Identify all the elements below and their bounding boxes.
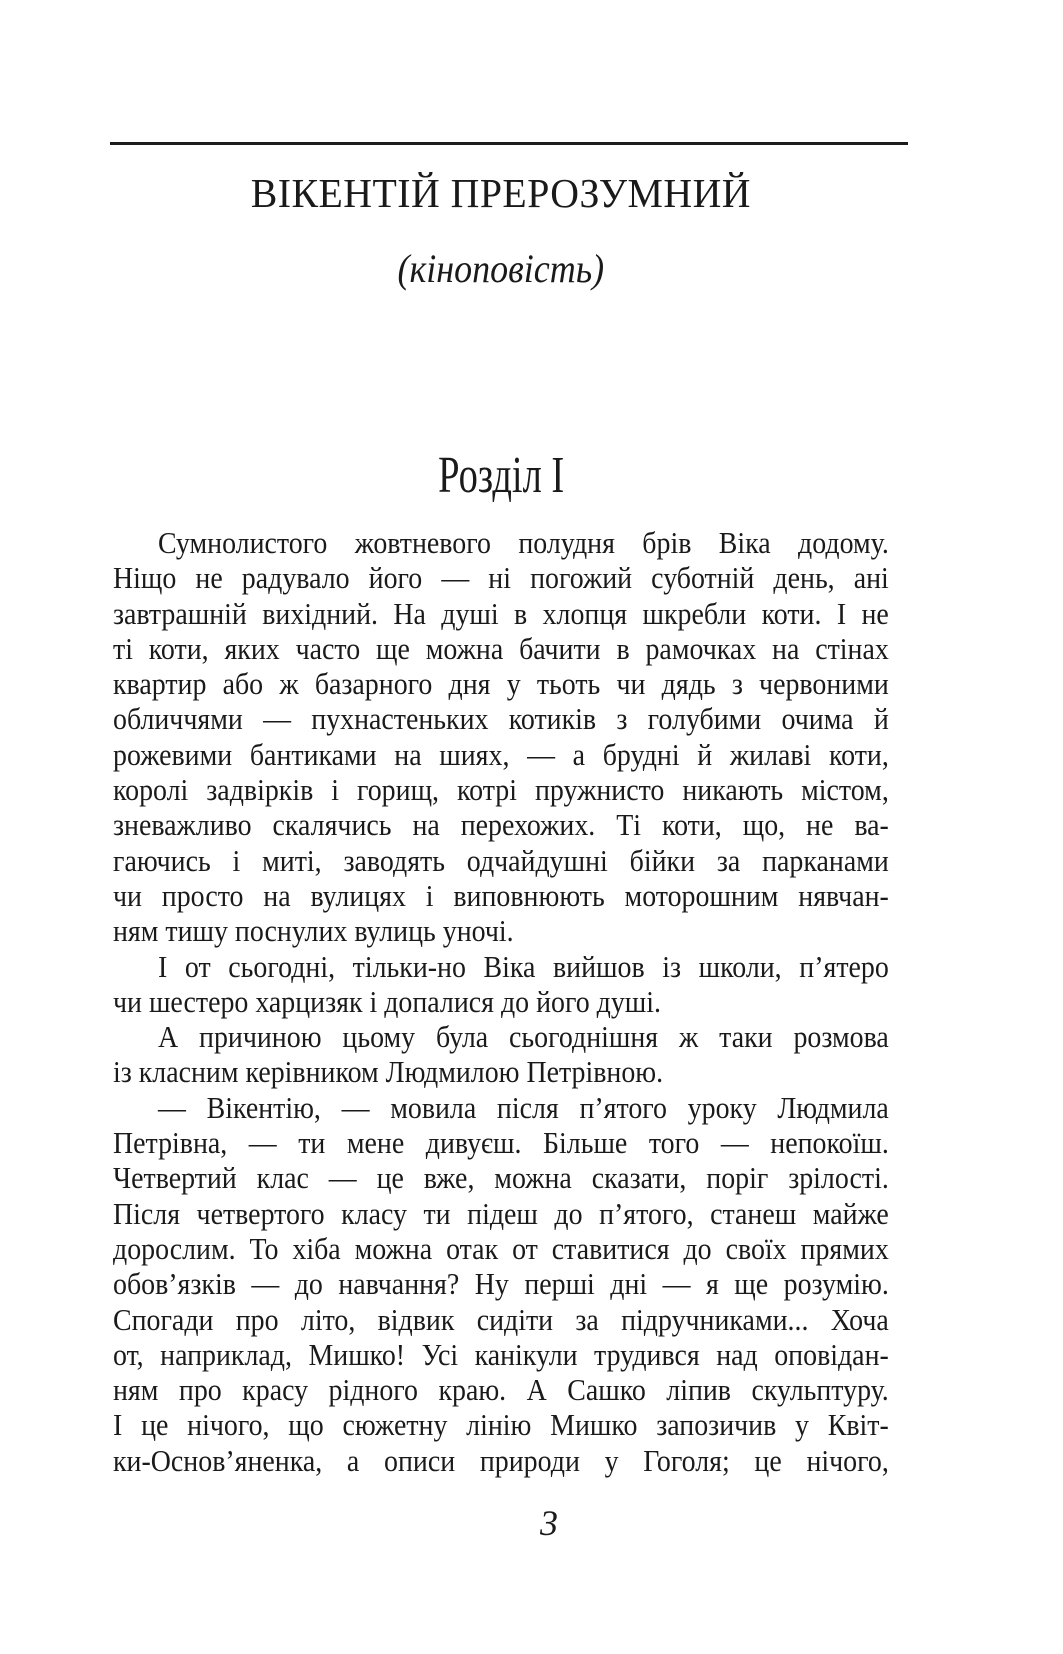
body-line: Спогади про літо, відвик сидіти за підручниками... Хоча: [113, 1301, 889, 1337]
body-line: королі задвірків і горищ, котрі пружнисто никають містом,: [113, 772, 889, 808]
paragraph: [113, 949, 889, 1020]
body-line: ті коти, яких часто ще можна бачити в рамочках на стінах: [113, 630, 889, 666]
body-line: І це нічого, що сюжетну лінію Мишко запозичив у Квіт-: [113, 1407, 889, 1443]
body-line: — Вікентію, — мовила після п’ятого уроку Людмила: [158, 1089, 889, 1125]
body-line: ки-Основ’яненка, а описи природи у Гоголя; це нічого,: [113, 1442, 889, 1478]
book-subtitle: (кіноповість): [397, 246, 605, 291]
body-line: Сумнолистого жовтневого полудня брів Віка додому.: [158, 525, 889, 560]
body-line: ням про красу рідного краю. А Сашко ліпив скульптуру.: [113, 1372, 889, 1408]
body-line: Після четвертого класу ти підеш до п’ятого, станеш майже: [113, 1195, 889, 1231]
body-line: гаючись і миті, заводять одчайдушні бійки за парканами: [113, 842, 889, 878]
chapter-heading: Розділ I: [437, 447, 565, 504]
body-line: із класним керівником Людмилою Петрівною.: [113, 1054, 664, 1090]
body-line: от, наприклад, Мишко! Усі канікули трудився над оповідан-: [113, 1336, 889, 1372]
body-line: чи шестеро харцизяк і допалися до його душі.: [113, 983, 662, 1019]
body-text: [113, 525, 889, 1478]
body-line: ням тишу поснулих вулиць уночі.: [113, 913, 514, 949]
book-title: ВІКЕНТІЙ ПРЕРОЗУМНИЙ: [250, 170, 752, 216]
book-title-row: [113, 170, 889, 216]
body-line: обов’язків — до навчання? Ну перші дні — я ще розумію.: [113, 1266, 889, 1302]
body-line: чи просто на вулицях і виповнюють моторошним нявчан-: [113, 877, 889, 913]
page-number: 3: [540, 1503, 558, 1543]
chapter-heading-row: [113, 447, 889, 504]
body-line: квартир або ж базарного дня у тьоть чи дядь з червоними: [113, 666, 889, 702]
header-rule: [110, 142, 908, 145]
body-line: зневажливо скалячись на перехожих. Ті коти, що, не ва-: [113, 807, 889, 843]
paragraph: [113, 525, 889, 949]
body-line: Ніщо не радувало його — ні погожий суботній день, ані: [113, 560, 889, 596]
body-line: обличчями — пухнастеньких котиків з голубими очима й: [113, 701, 889, 737]
body-line: дорослим. То хіба можна отак от ставитися до своїх прямих: [113, 1230, 889, 1266]
body-line: І от сьогодні, тільки-но Віка вийшов із школи, п’ятеро: [158, 948, 889, 984]
body-line: Четвертий клас — це вже, можна сказати, поріг зрілості.: [113, 1160, 889, 1196]
body-line: А причиною цьому була сьогоднішня ж таки розмова: [158, 1019, 889, 1055]
book-subtitle-row: [113, 246, 889, 291]
body-line: Петрівна, — ти мене дивуєш. Більше того — непокоїш.: [113, 1125, 889, 1161]
paragraph: [113, 1090, 889, 1478]
body-line: рожевими бантиками на шиях, — а брудні й жилаві коти,: [113, 736, 889, 772]
paragraph: [113, 1019, 889, 1090]
body-line: завтрашній вихідний. На душі в хлопця шкребли коти. І не: [113, 595, 889, 631]
